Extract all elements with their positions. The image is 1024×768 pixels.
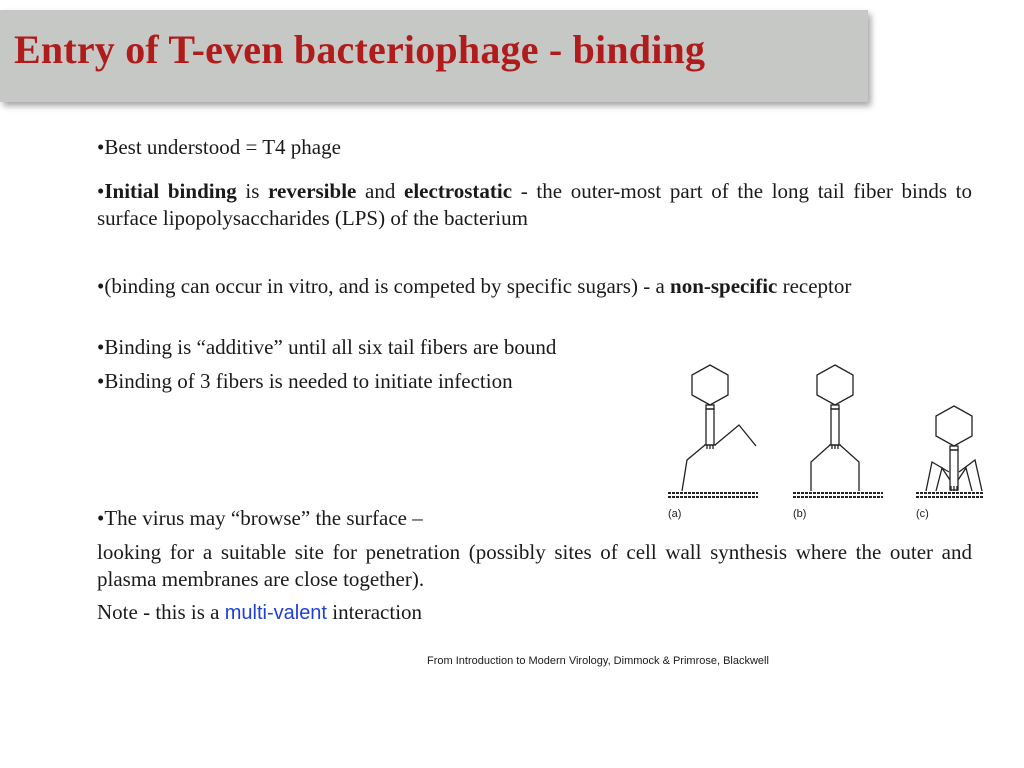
note-suffix: interaction [327,600,423,624]
phage-head-b [817,365,853,405]
phage-a [668,365,758,497]
bullet-best-understood: •Best understood = T4 phage [97,135,341,159]
phage-head-c [936,406,972,446]
tail-fiber-a-right [715,425,756,446]
slide-title: Entry of T-even bacteriophage - binding [14,27,706,72]
tail-fiber-b-left [811,445,830,491]
term-non-specific: non-specific [670,274,778,298]
text-fragment: •(binding can occur in vitro, and is competed by specific sugars) - a [97,274,671,298]
phage-head-a [692,365,728,405]
phage-b [793,365,883,497]
text-fragment: is [236,179,269,203]
text-fragment: receptor [777,274,852,298]
note-prefix: Note - this is a [97,600,225,624]
note-line [97,599,972,627]
phage-c [916,406,984,497]
phage-tail-a [706,409,714,445]
term-reversible: reversible [268,179,357,203]
text-fragment: - the outer-most part of the long tail fiber binds to surface lipopolysaccharides (LPS) of the bacterium [97,179,973,230]
tail-fiber-a-left [682,445,705,491]
term-initial-binding: Initial binding [104,179,237,203]
text-fragment: and [356,179,405,203]
phage-tail-c [950,450,958,490]
figure-label-b: (b) [793,508,807,520]
browse-explanation: looking for a suitable site for penetration (possibly sites of cell wall synthesis where the outer and plasma membranes are close together). [97,540,972,591]
bullet-marker: • [97,179,105,203]
bullet-in-vitro [97,273,972,300]
note-highlight-multivalent: multi-valent [224,602,327,624]
bullet-browse: •The virus may “browse” the surface – [97,506,423,530]
bullet-initial-binding [97,178,972,232]
figure-label-a: (a) [668,508,682,520]
tail-fiber-b-right [840,445,859,491]
term-electrostatic: electrostatic [404,179,513,203]
source-credit: From Introduction to Modern Virology, Dimmock & Primrose, Blackwell [427,655,769,667]
bullet-additive: •Binding is “additive” until all six tail fibers are bound [97,335,557,359]
bullet-three-fibers: •Binding of 3 fibers is needed to initiate infection [97,369,513,393]
phage-tail-b [831,409,839,445]
figure-label-c: (c) [916,508,929,520]
